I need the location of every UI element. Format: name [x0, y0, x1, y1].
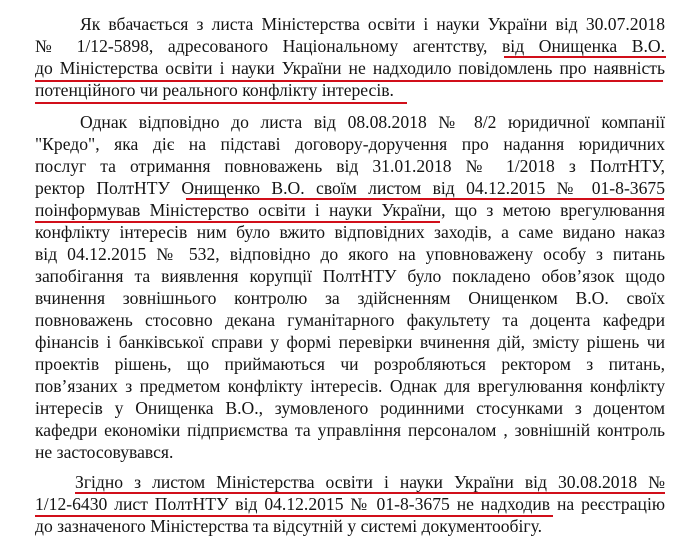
paragraph-3-line-1: Згідно з листом Міністерства освіти і науки України від 30.08.2018 №	[75, 472, 665, 492]
red-underline-3	[35, 102, 407, 104]
paragraph-2-line-15: кафедри економіки підприємства та управління персоналом , зовнішній контроль	[35, 420, 665, 440]
paragraph-2-line-8: запобігання та виявлення корупції ПолтНТУ було покладено обов’язок щодо	[35, 266, 665, 286]
paragraph-1-line-2: № 1/12-5898, адресованого Національному агентству, від Онищенка В.О.	[35, 36, 665, 56]
paragraph-1-line-1: Як вбачається з листа Міністерства освіти і науки України від 30.07.2018	[80, 14, 665, 34]
paragraph-2-line-5: поінформував Міністерство освіти і науки України, що з метою врегулювання	[35, 200, 665, 220]
paragraph-2-line-4: ректор ПолтНТУ Онищенко В.О. своїм листом від 04.12.2015 № 01-8-3675	[35, 178, 665, 198]
paragraph-2-line-10: повноважень стосовно декана гуманітарного факультету та доцента кафедри	[35, 310, 665, 330]
paragraph-2-line-3: послуг та отримання повноважень від 31.01.2018 № 1/2018 з ПолтНТУ,	[35, 156, 665, 176]
paragraph-2-line-13: пов’язаних з предметом конфлікту інтересів. Однак для врегулювання конфлікту	[35, 376, 665, 396]
paragraph-2-line-1: Однак відповідно до листа від 08.08.2018 № 8/2 юридичної компанії	[80, 112, 665, 132]
paragraph-1-line-3: до Міністерства освіти і науки України не надходило повідомлень про наявність	[35, 58, 665, 78]
paragraph-3-line-2: 1/12-6430 лист ПолтНТУ від 04.12.2015 № 01-8-3675 не надходив на реєстрацію	[35, 494, 665, 514]
red-underline-1	[504, 56, 666, 58]
paragraph-2-line-12: проектів рішень, що приймаються чи розробляються ректором з питань,	[35, 354, 665, 374]
paragraph-2-line-9: вчинення зовнішнього контролю за здійсненням Онищенком В.О. своїх	[35, 288, 665, 308]
paragraph-2-line-2: "Кредо", яка діє на підставі договору-доручення про надання юридичних	[35, 134, 665, 154]
paragraph-2-line-16: не застосовувався.	[35, 442, 174, 462]
red-underline-7	[35, 515, 553, 517]
red-underline-6	[75, 492, 665, 494]
paragraph-1-line-4: потенційного чи реального конфлікту інтересів.	[35, 80, 394, 100]
red-underline-4	[186, 198, 664, 200]
paragraph-2-line-14: інтересів у Онищенка В.О., зумовленого родинними стосунками з доцентом	[35, 398, 665, 418]
paragraph-2-line-6: конфлікту інтересів ним було вжито відповідних заходів, а саме видано наказ	[35, 222, 665, 242]
red-underline-5	[35, 221, 440, 223]
paragraph-2-line-11: фінансів і банківської справи у формі перевірки вчинення дій, змісту рішень чи	[35, 332, 665, 352]
red-underline-2	[35, 80, 663, 82]
paragraph-3-line-3: до зазначеного Міністерства та відсутній у системі документообігу.	[35, 516, 543, 536]
paragraph-2-line-7: від 04.12.2015 № 532, відповідно до якого на уповноважену особу з питань	[35, 244, 665, 264]
